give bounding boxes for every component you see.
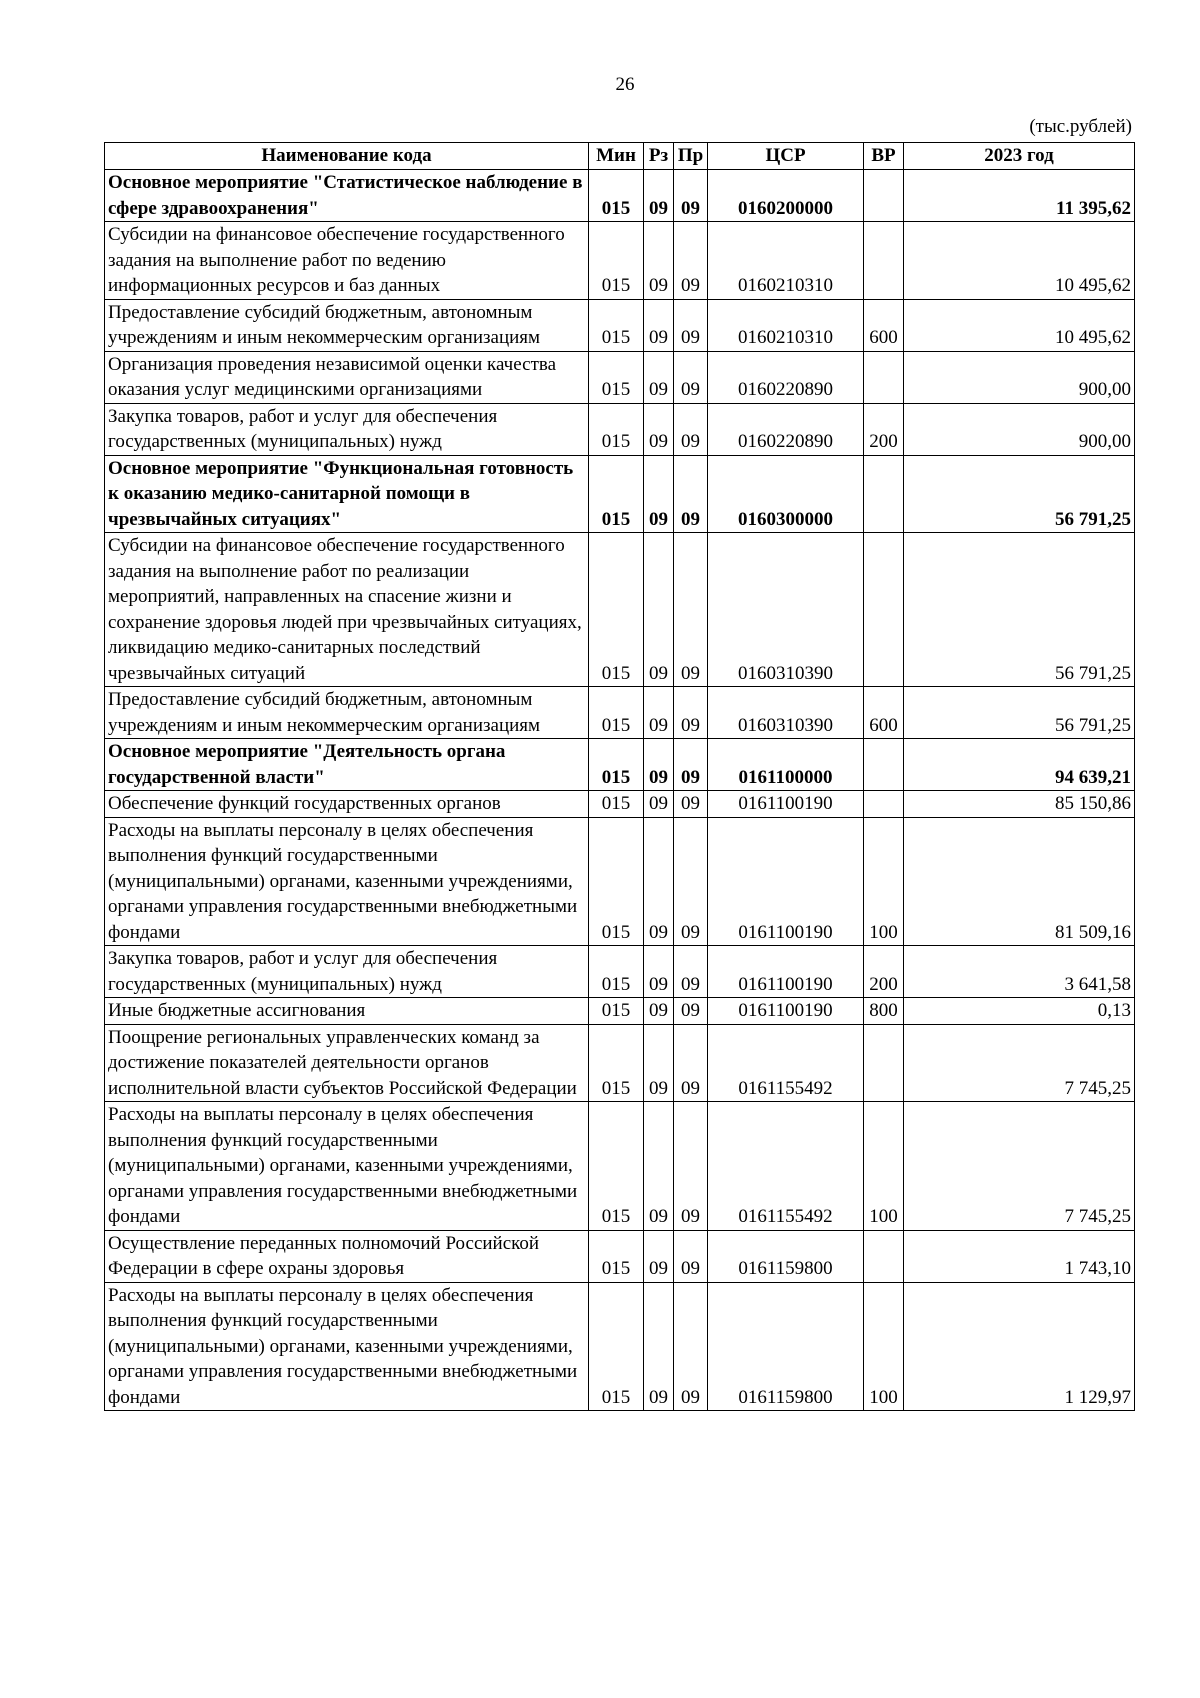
cell-rz: 09 <box>644 687 674 739</box>
cell-rz: 09 <box>644 1102 674 1231</box>
cell-rz: 09 <box>644 533 674 687</box>
cell-rz: 09 <box>644 170 674 222</box>
table-row <box>105 998 1135 1025</box>
cell-name: Основное мероприятие "Статистическое наблюдение в сфере здравоохранения" <box>105 170 589 222</box>
cell-name: Расходы на выплаты персоналу в целях обеспечения выполнения функций государственными (муниципальными) органами, казенными учреждениями, органами управления государственными внебюджетными фондами <box>105 817 589 946</box>
cell-amount: 7 745,25 <box>904 1102 1135 1231</box>
cell-rz: 09 <box>644 1282 674 1411</box>
cell-name: Основное мероприятие "Функциональная готовность к оказанию медико-санитарной помощи в чрезвычайных ситуациях" <box>105 455 589 533</box>
cell-vr <box>864 222 904 300</box>
cell-pr: 09 <box>674 946 708 998</box>
table-row <box>105 739 1135 791</box>
cell-amount: 11 395,62 <box>904 170 1135 222</box>
table-row <box>105 403 1135 455</box>
cell-min: 015 <box>589 739 644 791</box>
cell-csr: 0160310390 <box>708 687 864 739</box>
cell-name: Закупка товаров, работ и услуг для обеспечения государственных (муниципальных) нужд <box>105 403 589 455</box>
cell-amount: 3 641,58 <box>904 946 1135 998</box>
cell-csr: 0161100190 <box>708 998 864 1025</box>
cell-amount: 900,00 <box>904 403 1135 455</box>
cell-pr: 09 <box>674 1024 708 1102</box>
cell-rz: 09 <box>644 739 674 791</box>
cell-min: 015 <box>589 998 644 1025</box>
cell-rz: 09 <box>644 455 674 533</box>
cell-rz: 09 <box>644 946 674 998</box>
header-rz: Рз <box>644 143 674 170</box>
cell-pr: 09 <box>674 403 708 455</box>
cell-pr: 09 <box>674 351 708 403</box>
page-number: 26 <box>615 74 635 95</box>
cell-min: 015 <box>589 299 644 351</box>
cell-pr: 09 <box>674 739 708 791</box>
cell-csr: 0160300000 <box>708 455 864 533</box>
table-row <box>105 299 1135 351</box>
cell-csr: 0161100190 <box>708 791 864 818</box>
cell-csr: 0160220890 <box>708 351 864 403</box>
cell-name: Поощрение региональных управленческих команд за достижение показателей деятельности органов исполнительной власти субъектов Российской Федерации <box>105 1024 589 1102</box>
cell-min: 015 <box>589 222 644 300</box>
cell-min: 015 <box>589 1024 644 1102</box>
cell-name: Основное мероприятие "Деятельность органа государственной власти" <box>105 739 589 791</box>
cell-vr: 100 <box>864 1102 904 1231</box>
cell-min: 015 <box>589 1102 644 1231</box>
cell-min: 015 <box>589 1282 644 1411</box>
cell-vr: 100 <box>864 817 904 946</box>
cell-amount: 56 791,25 <box>904 533 1135 687</box>
cell-pr: 09 <box>674 299 708 351</box>
cell-rz: 09 <box>644 1230 674 1282</box>
cell-pr: 09 <box>674 817 708 946</box>
cell-amount: 85 150,86 <box>904 791 1135 818</box>
cell-name: Обеспечение функций государственных органов <box>105 791 589 818</box>
table-row <box>105 817 1135 946</box>
cell-min: 015 <box>589 687 644 739</box>
cell-vr: 800 <box>864 998 904 1025</box>
table-row <box>105 791 1135 818</box>
cell-csr: 0161100000 <box>708 739 864 791</box>
cell-csr: 0160310390 <box>708 533 864 687</box>
cell-min: 015 <box>589 403 644 455</box>
cell-rz: 09 <box>644 1024 674 1102</box>
header-year: 2023 год <box>904 143 1135 170</box>
cell-vr <box>864 1230 904 1282</box>
cell-name: Иные бюджетные ассигнования <box>105 998 589 1025</box>
cell-min: 015 <box>589 817 644 946</box>
cell-csr: 0160210310 <box>708 299 864 351</box>
cell-vr: 200 <box>864 946 904 998</box>
table-row <box>105 687 1135 739</box>
cell-pr: 09 <box>674 1282 708 1411</box>
units-label: (тыс.рублей) <box>1029 116 1132 137</box>
cell-min: 015 <box>589 455 644 533</box>
cell-min: 015 <box>589 946 644 998</box>
cell-name: Расходы на выплаты персоналу в целях обеспечения выполнения функций государственными (муниципальными) органами, казенными учреждениями, органами управления государственными внебюджетными фондами <box>105 1102 589 1231</box>
cell-csr: 0161100190 <box>708 946 864 998</box>
cell-pr: 09 <box>674 791 708 818</box>
cell-pr: 09 <box>674 170 708 222</box>
cell-rz: 09 <box>644 817 674 946</box>
cell-amount: 81 509,16 <box>904 817 1135 946</box>
header-vr: ВР <box>864 143 904 170</box>
cell-pr: 09 <box>674 222 708 300</box>
cell-vr: 600 <box>864 687 904 739</box>
cell-vr: 600 <box>864 299 904 351</box>
cell-csr: 0160210310 <box>708 222 864 300</box>
cell-vr: 200 <box>864 403 904 455</box>
table-row <box>105 946 1135 998</box>
cell-name: Закупка товаров, работ и услуг для обеспечения государственных (муниципальных) нужд <box>105 946 589 998</box>
cell-csr: 0161155492 <box>708 1102 864 1231</box>
header-min: Мин <box>589 143 644 170</box>
cell-vr <box>864 455 904 533</box>
header-name: Наименование кода <box>105 143 589 170</box>
table-row <box>105 170 1135 222</box>
table-header-row <box>105 143 1135 170</box>
cell-csr: 0160200000 <box>708 170 864 222</box>
cell-name: Предоставление субсидий бюджетным, автономным учреждениям и иным некоммерческим организациям <box>105 687 589 739</box>
cell-min: 015 <box>589 791 644 818</box>
cell-name: Осуществление переданных полномочий Российской Федерации в сфере охраны здоровья <box>105 1230 589 1282</box>
table-row <box>105 1102 1135 1231</box>
cell-name: Субсидии на финансовое обеспечение государственного задания на выполнение работ по ведению информационных ресурсов и баз данных <box>105 222 589 300</box>
cell-amount: 1 129,97 <box>904 1282 1135 1411</box>
cell-vr <box>864 739 904 791</box>
cell-csr: 0161159800 <box>708 1282 864 1411</box>
header-csr: ЦСР <box>708 143 864 170</box>
table-row <box>105 222 1135 300</box>
cell-csr: 0161159800 <box>708 1230 864 1282</box>
cell-min: 015 <box>589 351 644 403</box>
cell-csr: 0161100190 <box>708 817 864 946</box>
table-row <box>105 1230 1135 1282</box>
cell-pr: 09 <box>674 1102 708 1231</box>
cell-csr: 0160220890 <box>708 403 864 455</box>
cell-name: Организация проведения независимой оценки качества оказания услуг медицинскими организациями <box>105 351 589 403</box>
cell-min: 015 <box>589 533 644 687</box>
cell-amount: 7 745,25 <box>904 1024 1135 1102</box>
cell-rz: 09 <box>644 299 674 351</box>
table-row <box>105 533 1135 687</box>
table-row <box>105 351 1135 403</box>
cell-amount: 56 791,25 <box>904 687 1135 739</box>
cell-pr: 09 <box>674 687 708 739</box>
cell-amount: 900,00 <box>904 351 1135 403</box>
table-row <box>105 1282 1135 1411</box>
cell-name: Расходы на выплаты персоналу в целях обеспечения выполнения функций государственными (муниципальными) органами, казенными учреждениями, органами управления государственными внебюджетными фондами <box>105 1282 589 1411</box>
cell-pr: 09 <box>674 1230 708 1282</box>
cell-vr <box>864 170 904 222</box>
table-row <box>105 455 1135 533</box>
cell-vr: 100 <box>864 1282 904 1411</box>
cell-rz: 09 <box>644 351 674 403</box>
table-row <box>105 1024 1135 1102</box>
cell-rz: 09 <box>644 403 674 455</box>
cell-amount: 10 495,62 <box>904 299 1135 351</box>
header-pr: Пр <box>674 143 708 170</box>
cell-vr <box>864 533 904 687</box>
cell-amount: 56 791,25 <box>904 455 1135 533</box>
cell-rz: 09 <box>644 998 674 1025</box>
budget-table <box>104 142 1135 1411</box>
cell-vr <box>864 351 904 403</box>
cell-pr: 09 <box>674 455 708 533</box>
cell-amount: 0,13 <box>904 998 1135 1025</box>
cell-min: 015 <box>589 170 644 222</box>
cell-rz: 09 <box>644 791 674 818</box>
cell-min: 015 <box>589 1230 644 1282</box>
cell-amount: 1 743,10 <box>904 1230 1135 1282</box>
cell-name: Субсидии на финансовое обеспечение государственного задания на выполнение работ по реализации мероприятий, направленных на спасение жизни и сохранение здоровья людей при чрезвычайных ситуациях, ликвидацию медико-санитарных последствий чрезвычайных ситуаций <box>105 533 589 687</box>
cell-pr: 09 <box>674 998 708 1025</box>
cell-name: Предоставление субсидий бюджетным, автономным учреждениям и иным некоммерческим организациям <box>105 299 589 351</box>
cell-amount: 94 639,21 <box>904 739 1135 791</box>
cell-pr: 09 <box>674 533 708 687</box>
cell-vr <box>864 791 904 818</box>
cell-vr <box>864 1024 904 1102</box>
cell-rz: 09 <box>644 222 674 300</box>
cell-amount: 10 495,62 <box>904 222 1135 300</box>
cell-csr: 0161155492 <box>708 1024 864 1102</box>
